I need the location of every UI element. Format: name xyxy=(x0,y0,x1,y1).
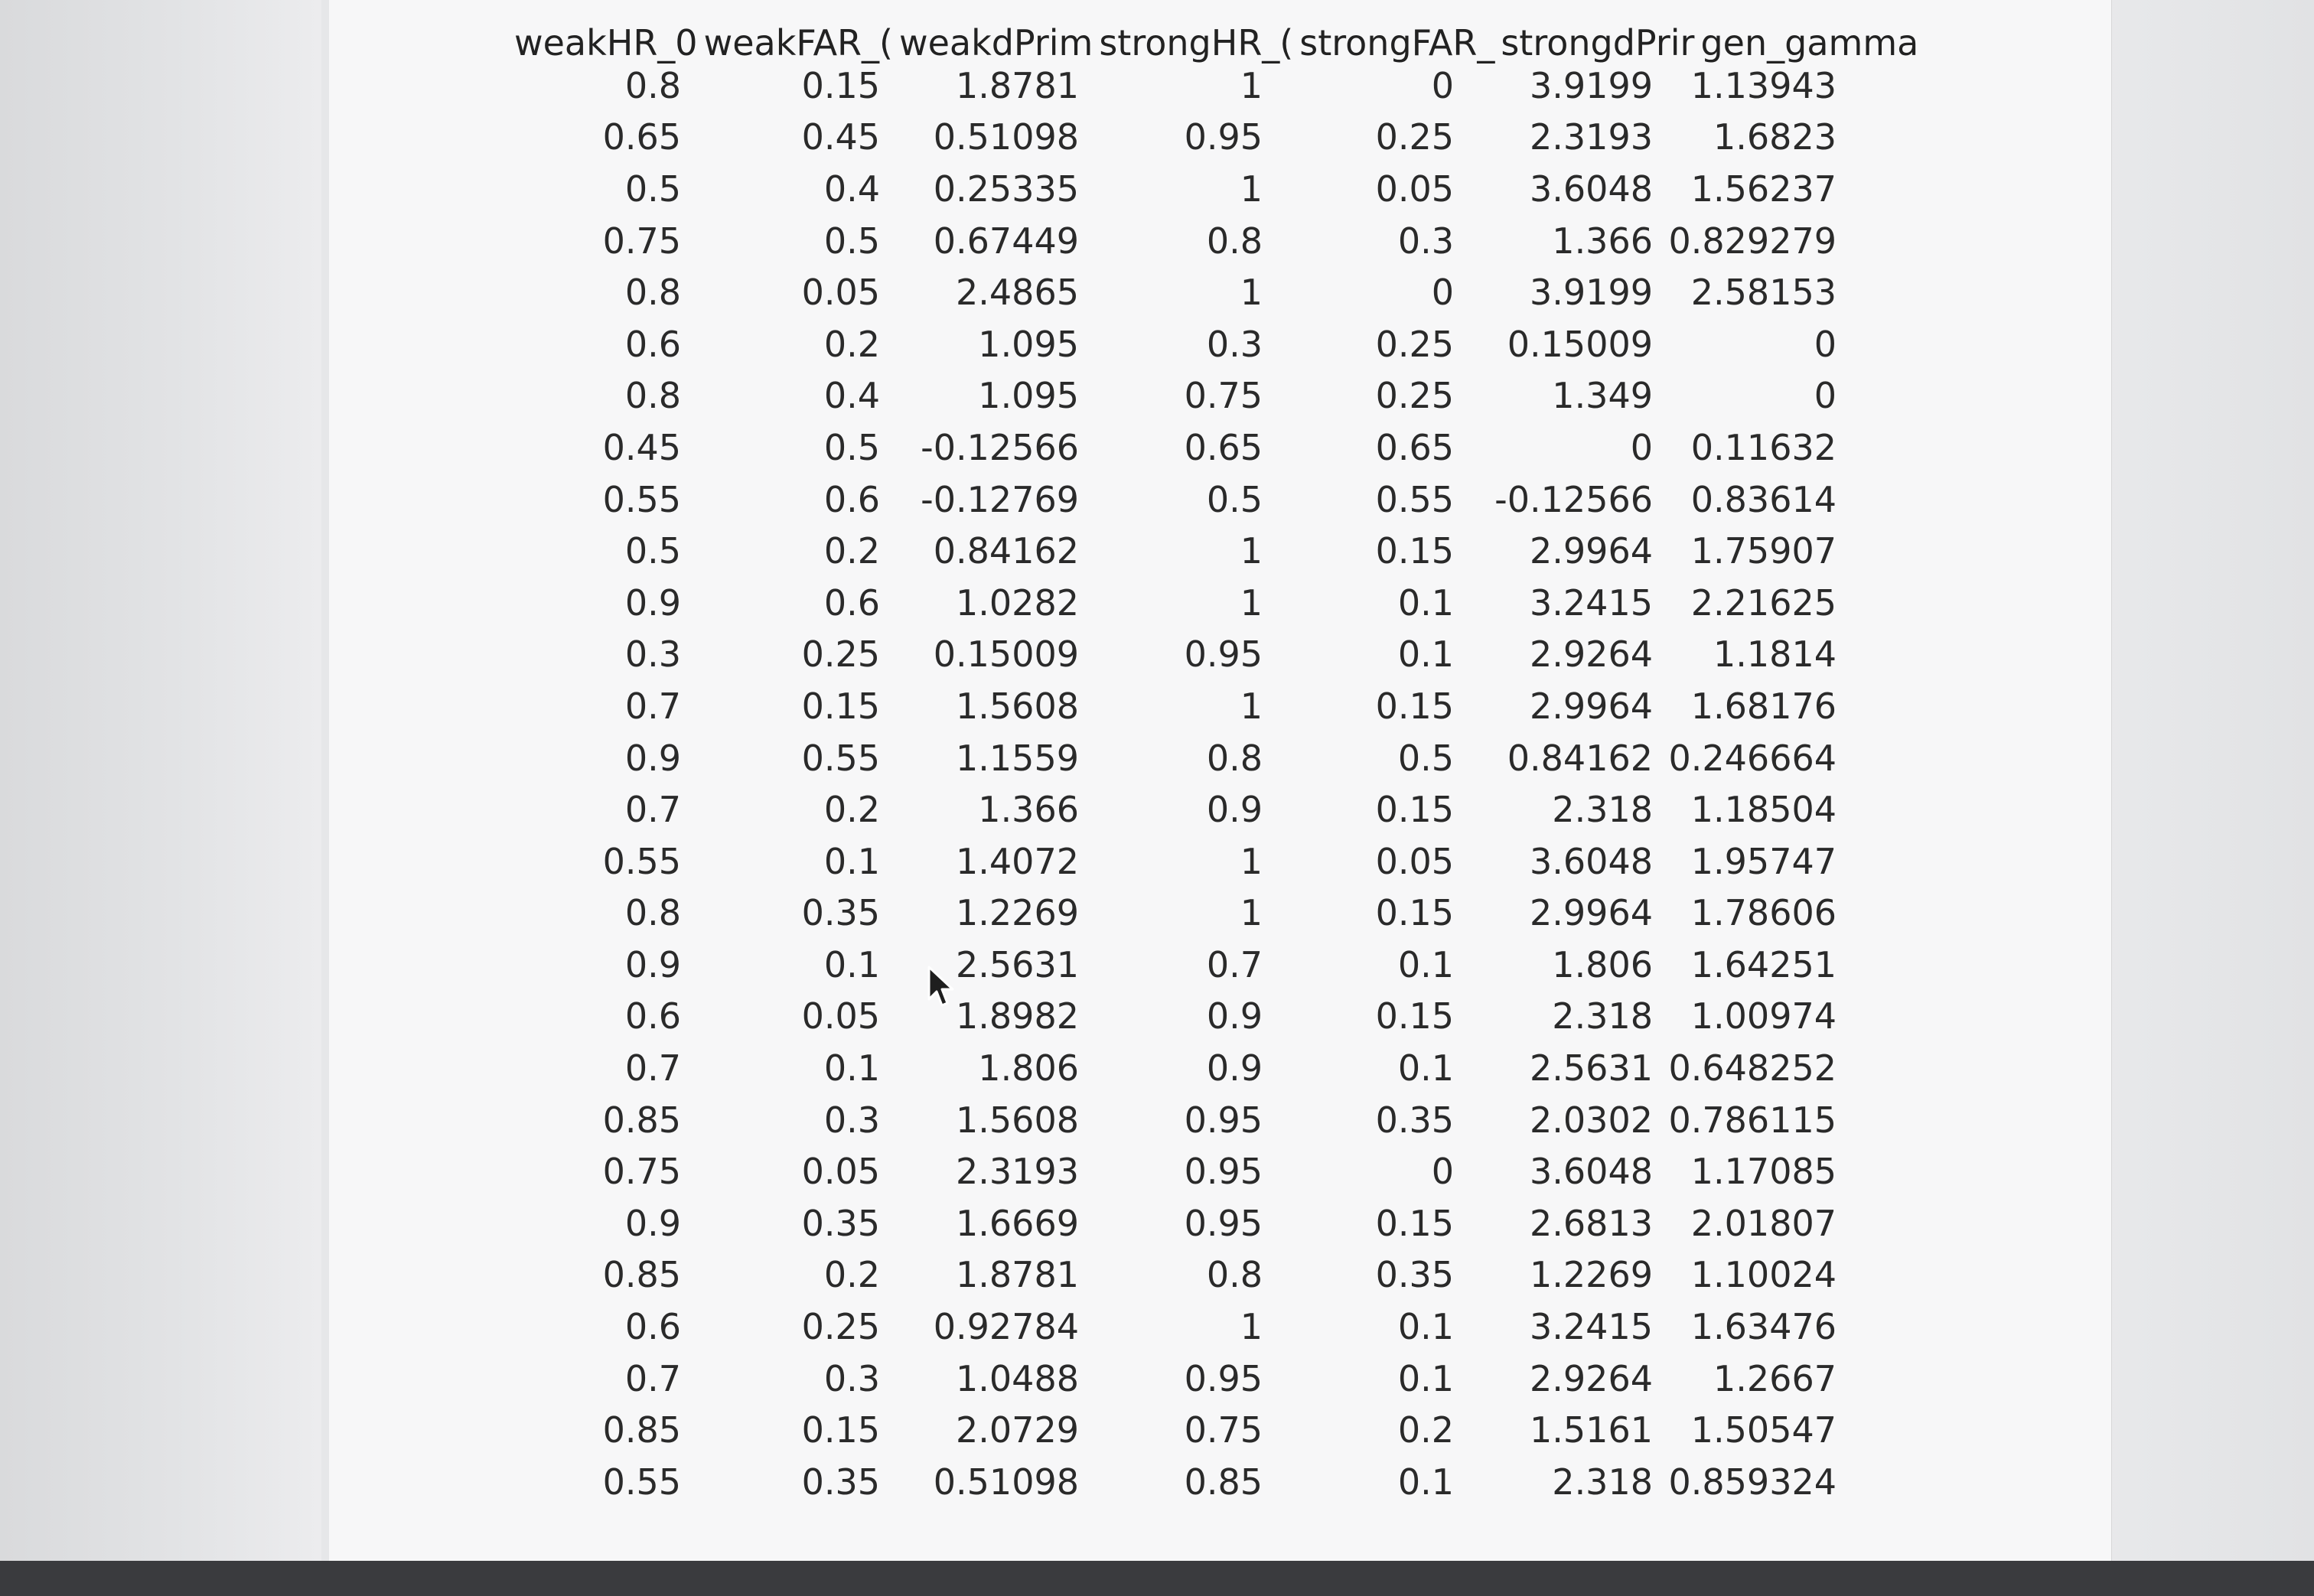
table-row xyxy=(566,525,1837,577)
cell-strongfar[interactable]: 0.1 xyxy=(1397,634,1454,676)
cell-weakhr[interactable]: 0.7 xyxy=(624,685,681,727)
cell-weakfar[interactable]: 0.15 xyxy=(801,1409,880,1451)
table-row xyxy=(566,1404,1837,1456)
cell-strongfar[interactable]: 0.1 xyxy=(1397,1357,1454,1399)
cell-weakhr[interactable]: 0.5 xyxy=(624,168,681,210)
cell-strongfar[interactable]: 0 xyxy=(1431,272,1454,314)
cell-stronghr[interactable]: 1 xyxy=(1240,685,1263,727)
cell-stronghr[interactable]: 0.95 xyxy=(1184,1099,1263,1141)
cell-gen-gamma[interactable]: 1.18504 xyxy=(1690,789,1837,831)
cell-strongfar[interactable]: 0.1 xyxy=(1397,1047,1454,1090)
cell-strongdprime[interactable]: 2.318 xyxy=(1552,995,1653,1037)
cell-weakdprime[interactable]: 1.5608 xyxy=(956,685,1079,727)
cell-stronghr[interactable]: 0.9 xyxy=(1206,995,1263,1037)
cell-stronghr[interactable]: 0.3 xyxy=(1206,323,1263,365)
cell-strongfar[interactable]: 0.15 xyxy=(1375,995,1454,1037)
cell-weakdprime[interactable]: 2.5631 xyxy=(956,943,1079,985)
cell-weakdprime[interactable]: 2.3193 xyxy=(956,1151,1079,1193)
cell-strongdprime[interactable]: 3.2415 xyxy=(1530,581,1653,624)
cell-weakhr[interactable]: 0.45 xyxy=(602,426,681,468)
cell-weakfar[interactable]: 0.25 xyxy=(801,1306,880,1348)
cell-weakfar[interactable]: 0.1 xyxy=(823,1047,880,1090)
cell-weakdprime[interactable]: 1.0282 xyxy=(956,581,1079,624)
cell-weakdprime[interactable]: 1.0488 xyxy=(956,1357,1079,1399)
cell-gen-gamma[interactable]: 1.6823 xyxy=(1713,116,1837,158)
header-stronghr[interactable]: strongHR_( xyxy=(1099,22,1294,64)
cell-stronghr[interactable]: 0.95 xyxy=(1184,1151,1263,1193)
cell-gen-gamma[interactable]: 1.95747 xyxy=(1690,840,1837,882)
cell-stronghr[interactable]: 0.5 xyxy=(1206,478,1263,520)
cell-gen-gamma[interactable]: 1.75907 xyxy=(1690,530,1837,572)
cell-weakfar[interactable]: 0.2 xyxy=(823,1254,880,1296)
cell-stronghr[interactable]: 1 xyxy=(1240,168,1263,210)
cell-weakfar[interactable]: 0.05 xyxy=(801,272,880,314)
cell-gen-gamma[interactable]: 1.68176 xyxy=(1690,685,1837,727)
cell-strongdprime[interactable]: 2.0302 xyxy=(1530,1099,1653,1141)
cell-strongfar[interactable]: 0.1 xyxy=(1397,943,1454,985)
cell-gen-gamma[interactable]: 1.00974 xyxy=(1690,995,1837,1037)
cell-weakhr[interactable]: 0.7 xyxy=(624,1357,681,1399)
table-row xyxy=(566,1301,1837,1353)
cell-gen-gamma[interactable]: 0.829279 xyxy=(1668,220,1837,262)
cell-strongdprime[interactable]: 1.366 xyxy=(1552,220,1653,262)
table-row xyxy=(566,939,1837,991)
cell-stronghr[interactable]: 1 xyxy=(1240,530,1263,572)
cell-weakdprime[interactable]: 1.6669 xyxy=(956,1202,1079,1244)
cell-weakhr[interactable]: 0.3 xyxy=(624,634,681,676)
cell-strongdprime[interactable]: 3.2415 xyxy=(1530,1306,1653,1348)
cell-weakhr[interactable]: 0.75 xyxy=(602,220,681,262)
cell-weakhr[interactable]: 0.65 xyxy=(602,116,681,158)
cell-gen-gamma[interactable]: 0 xyxy=(1814,375,1837,417)
cell-weakfar[interactable]: 0.5 xyxy=(823,426,880,468)
cell-weakdprime[interactable]: 0.84162 xyxy=(933,530,1079,572)
header-weakhr[interactable]: weakHR_0 xyxy=(514,22,698,64)
cell-stronghr[interactable]: 0.8 xyxy=(1206,737,1263,779)
cell-strongdprime[interactable]: 2.318 xyxy=(1552,789,1653,831)
table-row xyxy=(566,991,1837,1043)
cell-weakfar[interactable]: 0.2 xyxy=(823,530,880,572)
cell-strongdprime[interactable]: 1.349 xyxy=(1552,375,1653,417)
cell-stronghr[interactable]: 1 xyxy=(1240,581,1263,624)
cell-weakdprime[interactable]: 1.8982 xyxy=(956,995,1079,1037)
cell-weakfar[interactable]: 0.4 xyxy=(823,375,880,417)
cell-stronghr[interactable]: 0.85 xyxy=(1184,1461,1263,1503)
cell-weakfar[interactable]: 0.25 xyxy=(801,634,880,676)
table-row xyxy=(566,474,1837,526)
cell-stronghr[interactable]: 0.75 xyxy=(1184,375,1263,417)
table-row xyxy=(566,1094,1837,1146)
cell-weakdprime[interactable]: 0.51098 xyxy=(933,1461,1079,1503)
cell-weakfar[interactable]: 0.6 xyxy=(823,581,880,624)
cell-weakdprime[interactable]: 1.2269 xyxy=(956,892,1079,934)
table-row xyxy=(566,215,1837,267)
cell-gen-gamma[interactable]: 1.1814 xyxy=(1713,634,1837,676)
cell-strongfar[interactable]: 0.3 xyxy=(1397,220,1454,262)
cell-gen-gamma[interactable]: 0.11632 xyxy=(1690,426,1837,468)
cell-weakhr[interactable]: 0.8 xyxy=(624,892,681,934)
cell-stronghr[interactable]: 1 xyxy=(1240,64,1263,106)
cell-strongfar[interactable]: 0.35 xyxy=(1375,1099,1454,1141)
cell-weakhr[interactable]: 0.6 xyxy=(624,1306,681,1348)
table-row xyxy=(566,370,1837,422)
cell-stronghr[interactable]: 0.75 xyxy=(1184,1409,1263,1451)
cell-weakdprime[interactable]: 1.8781 xyxy=(956,1254,1079,1296)
table-row xyxy=(566,60,1837,112)
cell-gen-gamma[interactable]: 0.83614 xyxy=(1690,478,1837,520)
cell-gen-gamma[interactable]: 1.56237 xyxy=(1690,168,1837,210)
cell-weakfar[interactable]: 0.15 xyxy=(801,685,880,727)
cell-strongdprime[interactable]: 3.9199 xyxy=(1530,272,1653,314)
cell-strongdprime[interactable]: 3.6048 xyxy=(1530,1151,1653,1193)
screen-bezel-left xyxy=(0,0,321,1596)
cell-strongdprime[interactable]: 2.5631 xyxy=(1530,1047,1653,1090)
cell-stronghr[interactable]: 0.65 xyxy=(1184,426,1263,468)
table-row xyxy=(566,680,1837,732)
cell-weakdprime[interactable]: 0.51098 xyxy=(933,116,1079,158)
cell-weakfar[interactable]: 0.05 xyxy=(801,995,880,1037)
cell-strongfar[interactable]: 0.5 xyxy=(1397,737,1454,779)
cell-weakhr[interactable]: 0.6 xyxy=(624,995,681,1037)
cell-strongdprime[interactable]: 2.6813 xyxy=(1530,1202,1653,1244)
cell-gen-gamma[interactable]: 2.01807 xyxy=(1690,1202,1837,1244)
cell-stronghr[interactable]: 0.7 xyxy=(1206,943,1263,985)
cell-weakhr[interactable]: 0.9 xyxy=(624,1202,681,1244)
cell-stronghr[interactable]: 1 xyxy=(1240,892,1263,934)
header-strongfar[interactable]: strongFAR_ xyxy=(1299,22,1495,64)
cell-strongdprime[interactable]: 3.6048 xyxy=(1530,168,1653,210)
cell-weakhr[interactable]: 0.75 xyxy=(602,1151,681,1193)
cell-strongdprime[interactable]: 2.9264 xyxy=(1530,634,1653,676)
cell-weakhr[interactable]: 0.8 xyxy=(624,375,681,417)
cell-weakdprime[interactable]: -0.12566 xyxy=(921,426,1079,468)
cell-weakfar[interactable]: 0.35 xyxy=(801,1461,880,1503)
table-row xyxy=(566,318,1837,370)
cell-weakdprime[interactable]: 2.0729 xyxy=(956,1409,1079,1451)
cell-weakfar[interactable]: 0.1 xyxy=(823,943,880,985)
cell-strongfar[interactable]: 0.15 xyxy=(1375,530,1454,572)
cell-stronghr[interactable]: 1 xyxy=(1240,272,1263,314)
table-row xyxy=(566,1042,1837,1094)
cell-gen-gamma[interactable]: 1.78606 xyxy=(1690,892,1837,934)
cell-weakdprime[interactable]: 2.4865 xyxy=(956,272,1079,314)
cell-weakhr[interactable]: 0.85 xyxy=(602,1099,681,1141)
cell-strongdprime[interactable]: 3.6048 xyxy=(1530,840,1653,882)
data-grid xyxy=(566,60,1837,1508)
cell-gen-gamma[interactable]: 0.246664 xyxy=(1668,737,1837,779)
cell-weakdprime[interactable]: 1.4072 xyxy=(956,840,1079,882)
cell-weakdprime[interactable]: 0.25335 xyxy=(933,168,1079,210)
cell-weakhr[interactable]: 0.55 xyxy=(602,1461,681,1503)
cell-strongfar[interactable]: 0.05 xyxy=(1375,168,1454,210)
cell-stronghr[interactable]: 0.9 xyxy=(1206,789,1263,831)
cell-strongfar[interactable]: 0 xyxy=(1431,1151,1454,1193)
table-row xyxy=(566,1456,1837,1508)
taskbar xyxy=(0,1561,2314,1596)
cell-gen-gamma[interactable]: 0.786115 xyxy=(1668,1099,1837,1141)
cell-strongfar[interactable]: 0 xyxy=(1431,64,1454,106)
cell-strongdprime[interactable]: 1.2269 xyxy=(1530,1254,1653,1296)
cell-weakfar[interactable]: 0.3 xyxy=(823,1099,880,1141)
cell-strongfar[interactable]: 0.1 xyxy=(1397,1306,1454,1348)
cell-weakfar[interactable]: 0.2 xyxy=(823,323,880,365)
cell-gen-gamma[interactable]: 0.859324 xyxy=(1668,1461,1837,1503)
cell-strongfar[interactable]: 0.15 xyxy=(1375,685,1454,727)
cell-weakfar[interactable]: 0.35 xyxy=(801,892,880,934)
cell-weakdprime[interactable]: 0.15009 xyxy=(933,634,1079,676)
cell-gen-gamma[interactable]: 1.13943 xyxy=(1690,64,1837,106)
cell-gen-gamma[interactable]: 1.64251 xyxy=(1690,943,1837,985)
cell-gen-gamma[interactable]: 2.58153 xyxy=(1690,272,1837,314)
cell-weakhr[interactable]: 0.6 xyxy=(624,323,681,365)
cell-weakhr[interactable]: 0.85 xyxy=(602,1409,681,1451)
cell-strongfar[interactable]: 0.25 xyxy=(1375,323,1454,365)
cell-strongfar[interactable]: 0.25 xyxy=(1375,116,1454,158)
table-row xyxy=(566,732,1837,784)
cell-weakdprime[interactable]: 0.67449 xyxy=(933,220,1079,262)
cell-strongdprime[interactable]: 0.84162 xyxy=(1507,737,1653,779)
cell-strongdprime[interactable]: 3.9199 xyxy=(1530,64,1653,106)
cell-stronghr[interactable]: 0.95 xyxy=(1184,1202,1263,1244)
cell-stronghr[interactable]: 0.8 xyxy=(1206,1254,1263,1296)
header-strongdprime[interactable]: strongdPrir xyxy=(1501,22,1695,64)
header-weakdprime[interactable]: weakdPrim xyxy=(898,22,1093,64)
cell-strongfar[interactable]: 0.65 xyxy=(1375,426,1454,468)
cell-gen-gamma[interactable]: 1.17085 xyxy=(1690,1151,1837,1193)
header-weakfar[interactable]: weakFAR_( xyxy=(703,22,893,64)
cell-stronghr[interactable]: 1 xyxy=(1240,840,1263,882)
cell-gen-gamma[interactable]: 2.21625 xyxy=(1690,581,1837,624)
cell-stronghr[interactable]: 0.95 xyxy=(1184,116,1263,158)
cell-strongfar[interactable]: 0.1 xyxy=(1397,581,1454,624)
cell-weakfar[interactable]: 0.45 xyxy=(801,116,880,158)
cell-strongdprime[interactable]: 2.9964 xyxy=(1530,530,1653,572)
cell-weakdprime[interactable]: 1.095 xyxy=(978,375,1079,417)
table-row xyxy=(566,629,1837,681)
cell-gen-gamma[interactable]: 1.10024 xyxy=(1690,1254,1837,1296)
cell-strongfar[interactable]: 0.25 xyxy=(1375,375,1454,417)
cell-strongdprime[interactable]: 1.5161 xyxy=(1530,1409,1653,1451)
cell-strongdprime[interactable]: 2.9264 xyxy=(1530,1357,1653,1399)
table-row xyxy=(566,783,1837,835)
cell-strongdprime[interactable]: 2.3193 xyxy=(1530,116,1653,158)
cell-weakfar[interactable]: 0.55 xyxy=(801,737,880,779)
table-row xyxy=(566,577,1837,629)
cell-gen-gamma[interactable]: 1.63476 xyxy=(1690,1306,1837,1348)
cell-weakhr[interactable]: 0.9 xyxy=(624,581,681,624)
cell-weakdprime[interactable]: -0.12769 xyxy=(921,478,1079,520)
cell-stronghr[interactable]: 0.95 xyxy=(1184,634,1263,676)
cell-weakhr[interactable]: 0.7 xyxy=(624,789,681,831)
table-row xyxy=(566,163,1837,215)
mouse-pointer-icon xyxy=(926,966,957,1008)
cell-weakdprime[interactable]: 1.095 xyxy=(978,323,1079,365)
cell-strongdprime[interactable]: 1.806 xyxy=(1552,943,1653,985)
cell-weakdprime[interactable]: 1.806 xyxy=(978,1047,1079,1090)
table-row xyxy=(566,112,1837,164)
cell-weakdprime[interactable]: 1.1559 xyxy=(956,737,1079,779)
table-row xyxy=(566,1249,1837,1301)
cell-strongfar[interactable]: 0.55 xyxy=(1375,478,1454,520)
cell-weakdprime[interactable]: 1.5608 xyxy=(956,1099,1079,1141)
cell-strongfar[interactable]: 0.15 xyxy=(1375,1202,1454,1244)
cell-gen-gamma[interactable]: 0 xyxy=(1814,323,1837,365)
table-row xyxy=(566,835,1837,888)
cell-strongfar[interactable]: 0.1 xyxy=(1397,1461,1454,1503)
cell-weakhr[interactable]: 0.9 xyxy=(624,737,681,779)
cell-strongdprime[interactable]: 2.318 xyxy=(1552,1461,1653,1503)
cell-gen-gamma[interactable]: 1.50547 xyxy=(1690,1409,1837,1451)
cell-strongdprime[interactable]: -0.12566 xyxy=(1494,478,1653,520)
table-row xyxy=(566,422,1837,474)
cell-strongfar[interactable]: 0.2 xyxy=(1397,1409,1454,1451)
cell-stronghr[interactable]: 1 xyxy=(1240,1306,1263,1348)
cell-strongfar[interactable]: 0.35 xyxy=(1375,1254,1454,1296)
cell-strongdprime[interactable]: 2.9964 xyxy=(1530,685,1653,727)
cell-strongfar[interactable]: 0.15 xyxy=(1375,789,1454,831)
cell-weakhr[interactable]: 0.55 xyxy=(602,478,681,520)
cell-weakfar[interactable]: 0.15 xyxy=(801,64,880,106)
cell-strongdprime[interactable]: 0 xyxy=(1630,426,1653,468)
cell-weakfar[interactable]: 0.4 xyxy=(823,168,880,210)
table-row xyxy=(566,266,1837,318)
cell-strongdprime[interactable]: 2.9964 xyxy=(1530,892,1653,934)
cell-weakfar[interactable]: 0.6 xyxy=(823,478,880,520)
cell-weakhr[interactable]: 0.85 xyxy=(602,1254,681,1296)
cell-stronghr[interactable]: 0.8 xyxy=(1206,220,1263,262)
cell-weakfar[interactable]: 0.05 xyxy=(801,1151,880,1193)
cell-weakdprime[interactable]: 1.8781 xyxy=(956,64,1079,106)
cell-strongdprime[interactable]: 0.15009 xyxy=(1507,323,1653,365)
cell-weakhr[interactable]: 0.55 xyxy=(602,840,681,882)
cell-weakfar[interactable]: 0.5 xyxy=(823,220,880,262)
table-row xyxy=(566,888,1837,940)
cell-stronghr[interactable]: 0.9 xyxy=(1206,1047,1263,1090)
cell-weakfar[interactable]: 0.35 xyxy=(801,1202,880,1244)
cell-stronghr[interactable]: 0.95 xyxy=(1184,1357,1263,1399)
cell-weakfar[interactable]: 0.1 xyxy=(823,840,880,882)
cell-weakhr[interactable]: 0.7 xyxy=(624,1047,681,1090)
cell-weakdprime[interactable]: 0.92784 xyxy=(933,1306,1079,1348)
table-row xyxy=(566,1145,1837,1197)
cell-weakhr[interactable]: 0.8 xyxy=(624,272,681,314)
cell-gen-gamma[interactable]: 0.648252 xyxy=(1668,1047,1837,1090)
cell-strongfar[interactable]: 0.15 xyxy=(1375,892,1454,934)
header-gen-gamma[interactable]: gen_gamma xyxy=(1700,22,1919,64)
cell-weakhr[interactable]: 0.9 xyxy=(624,943,681,985)
cell-weakfar[interactable]: 0.2 xyxy=(823,789,880,831)
cell-weakhr[interactable]: 0.5 xyxy=(624,530,681,572)
cell-weakfar[interactable]: 0.3 xyxy=(823,1357,880,1399)
cell-gen-gamma[interactable]: 1.2667 xyxy=(1713,1357,1837,1399)
cell-weakhr[interactable]: 0.8 xyxy=(624,64,681,106)
table-row xyxy=(566,1353,1837,1405)
cell-weakdprime[interactable]: 1.366 xyxy=(978,789,1079,831)
cell-strongfar[interactable]: 0.05 xyxy=(1375,840,1454,882)
table-row xyxy=(566,1197,1837,1249)
